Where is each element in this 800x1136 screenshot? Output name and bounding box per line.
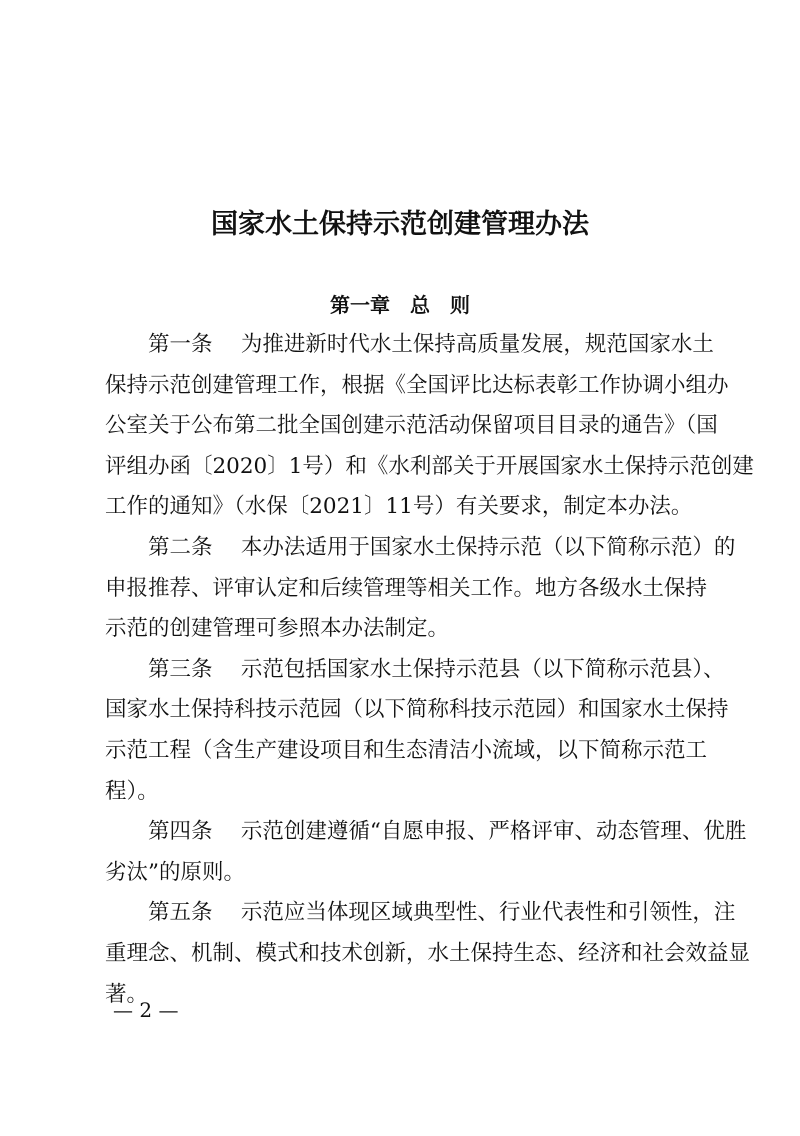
text-line — [105, 528, 736, 569]
text-line — [105, 325, 714, 366]
article-label: 第二条 — [148, 534, 241, 560]
page-number: — 2 — — [113, 998, 179, 1022]
article-label: 第一条 — [148, 332, 241, 357]
line-text: 程）。 — [105, 778, 159, 804]
text-line — [105, 609, 697, 650]
article-paragraph — [105, 325, 754, 528]
article-paragraph — [105, 893, 751, 1015]
text-line — [105, 934, 751, 975]
article-label: 第五条 — [148, 900, 241, 926]
text-line — [105, 772, 697, 813]
line-text: 著。 — [105, 981, 149, 1007]
text-line — [105, 569, 708, 610]
text-line — [105, 447, 754, 488]
text-line — [105, 731, 708, 772]
text-line — [105, 650, 725, 691]
line-text: 工作的通知》（水保〔2021〕11号）有关要求，制定本办法。 — [105, 494, 693, 520]
text-line — [105, 406, 718, 447]
line-text: 示范包括国家水土保持示范县（以下简称示范县）、 — [240, 656, 725, 682]
line-text: 示范工程（含生产建设项目和生态清洁小流域，以下简称示范工 — [105, 737, 708, 763]
text-line — [105, 893, 736, 934]
line-text: 重理念、机制、模式和技术创新，水土保持生态、经济和社会效益显 — [105, 940, 751, 966]
line-text: 示范创建遵循“自愿申报、严格评审、动态管理、优胜 — [240, 819, 747, 845]
text-line — [105, 975, 697, 1016]
article-paragraph — [105, 650, 729, 812]
text-line — [105, 812, 747, 853]
text-line — [105, 366, 729, 407]
line-text: 示范应当体现区域典型性、行业代表性和引领性，注 — [240, 900, 736, 926]
article-paragraph — [105, 812, 747, 893]
line-text: 申报推荐、评审认定和后续管理等相关工作。地方各级水土保持 — [105, 575, 708, 601]
text-line — [105, 487, 697, 528]
text-line — [105, 853, 697, 894]
document-title: 国家水土保持示范创建管理办法 — [211, 209, 589, 240]
chapter-heading: 第一章 总 则 — [330, 293, 470, 317]
line-text: 示范的创建管理可参照本办法制定。 — [105, 616, 450, 642]
line-text: 评组办函〔2020〕1号）和《水利部关于开展国家水土保持示范创建 — [105, 453, 754, 479]
line-text: 劣汰”的原则。 — [105, 859, 245, 885]
line-text: 本办法适用于国家水土保持示范（以下简称示范）的 — [240, 534, 736, 560]
line-text: 公室关于公布第二批全国创建示范活动保留项目目录的通告》（国 — [105, 413, 718, 439]
line-text: 为推进新时代水土保持高质量发展，规范国家水土 — [240, 332, 714, 357]
article-label: 第四条 — [148, 819, 241, 845]
article-label: 第三条 — [148, 656, 241, 682]
line-text: 保持示范创建管理工作，根据《全国评比达标表彰工作协调小组办 — [105, 372, 729, 398]
document-body — [105, 325, 754, 1015]
article-paragraph — [105, 528, 736, 650]
text-line — [105, 690, 729, 731]
line-text: 国家水土保持科技示范园（以下简称科技示范园）和国家水土保持 — [105, 697, 729, 723]
